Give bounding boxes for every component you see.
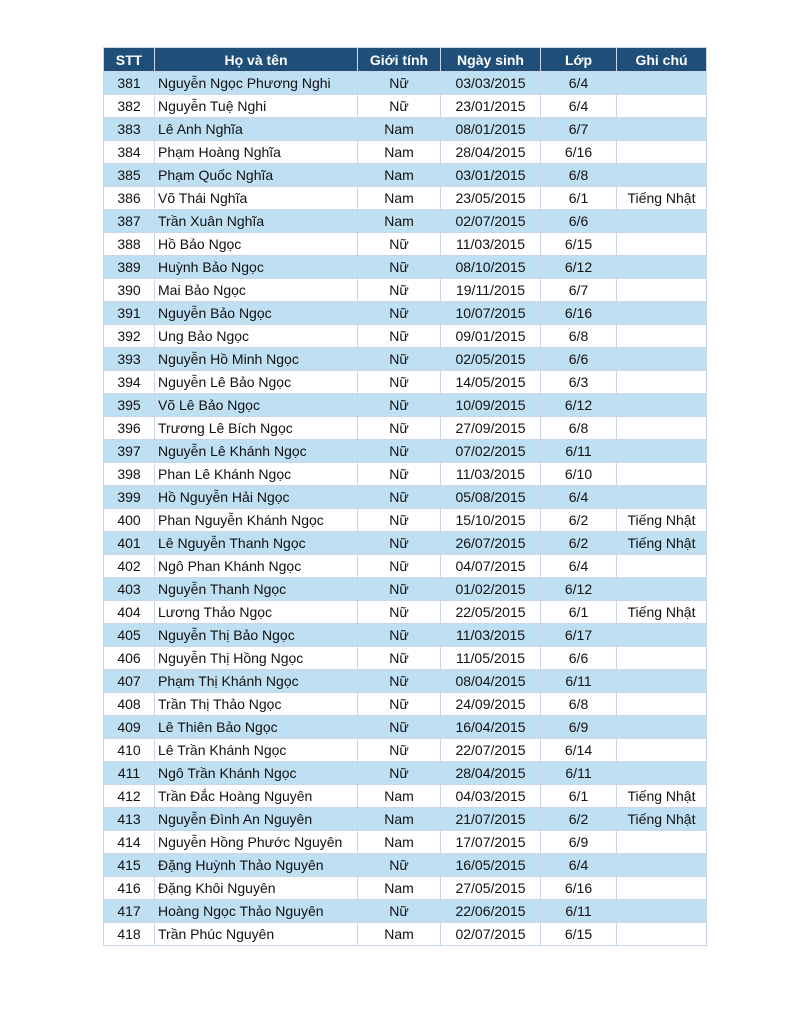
cell-gender: Nữ xyxy=(358,900,441,923)
cell-note: Tiếng Nhật xyxy=(617,187,707,210)
cell-class: 6/6 xyxy=(541,348,617,371)
cell-note: Tiếng Nhật xyxy=(617,509,707,532)
cell-stt: 396 xyxy=(104,417,155,440)
cell-birth-date: 05/08/2015 xyxy=(441,486,541,509)
cell-class: 6/1 xyxy=(541,601,617,624)
table-row xyxy=(104,877,707,900)
cell-gender: Nữ xyxy=(358,670,441,693)
cell-gender: Nam xyxy=(358,141,441,164)
cell-gender: Nữ xyxy=(358,302,441,325)
cell-class: 6/1 xyxy=(541,785,617,808)
cell-full-name: Hồ Nguyễn Hải Ngọc xyxy=(155,486,358,509)
cell-note: Tiếng Nhật xyxy=(617,808,707,831)
cell-class: 6/11 xyxy=(541,440,617,463)
cell-note: Tiếng Nhật xyxy=(617,785,707,808)
cell-full-name: Nguyễn Thị Bảo Ngọc xyxy=(155,624,358,647)
cell-note xyxy=(617,624,707,647)
header-full-name: Họ và tên xyxy=(155,48,358,72)
cell-note xyxy=(617,394,707,417)
cell-gender: Nam xyxy=(358,923,441,946)
cell-birth-date: 22/06/2015 xyxy=(441,900,541,923)
cell-stt: 400 xyxy=(104,509,155,532)
cell-note xyxy=(617,233,707,256)
cell-full-name: Nguyễn Lê Khánh Ngọc xyxy=(155,440,358,463)
cell-note xyxy=(617,325,707,348)
table-row xyxy=(104,279,707,302)
cell-note xyxy=(617,95,707,118)
cell-class: 6/12 xyxy=(541,256,617,279)
cell-gender: Nữ xyxy=(358,647,441,670)
table-row xyxy=(104,95,707,118)
cell-class: 6/8 xyxy=(541,325,617,348)
cell-birth-date: 19/11/2015 xyxy=(441,279,541,302)
cell-birth-date: 17/07/2015 xyxy=(441,831,541,854)
cell-note xyxy=(617,670,707,693)
cell-gender: Nữ xyxy=(358,532,441,555)
cell-gender: Nam xyxy=(358,808,441,831)
cell-full-name: Trần Thị Thảo Ngọc xyxy=(155,693,358,716)
cell-note xyxy=(617,486,707,509)
cell-full-name: Nguyễn Thị Hồng Ngọc xyxy=(155,647,358,670)
cell-note xyxy=(617,279,707,302)
cell-birth-date: 09/01/2015 xyxy=(441,325,541,348)
cell-birth-date: 02/07/2015 xyxy=(441,923,541,946)
cell-stt: 404 xyxy=(104,601,155,624)
cell-stt: 384 xyxy=(104,141,155,164)
cell-gender: Nữ xyxy=(358,762,441,785)
cell-class: 6/12 xyxy=(541,578,617,601)
cell-note xyxy=(617,164,707,187)
table-row xyxy=(104,141,707,164)
header-class: Lớp xyxy=(541,48,617,72)
cell-note xyxy=(617,693,707,716)
cell-birth-date: 10/07/2015 xyxy=(441,302,541,325)
cell-gender: Nữ xyxy=(358,624,441,647)
table-row xyxy=(104,256,707,279)
cell-full-name: Nguyễn Tuệ Nghi xyxy=(155,95,358,118)
cell-class: 6/4 xyxy=(541,72,617,95)
cell-gender: Nữ xyxy=(358,279,441,302)
cell-birth-date: 16/05/2015 xyxy=(441,854,541,877)
cell-full-name: Lê Thiên Bảo Ngọc xyxy=(155,716,358,739)
cell-full-name: Trần Đắc Hoàng Nguyên xyxy=(155,785,358,808)
header-gender: Giới tính xyxy=(358,48,441,72)
cell-note xyxy=(617,831,707,854)
cell-full-name: Hoàng Ngọc Thảo Nguyên xyxy=(155,900,358,923)
cell-full-name: Phan Nguyễn Khánh Ngọc xyxy=(155,509,358,532)
cell-class: 6/16 xyxy=(541,877,617,900)
table-row xyxy=(104,463,707,486)
cell-note xyxy=(617,923,707,946)
cell-full-name: Lê Trần Khánh Ngọc xyxy=(155,739,358,762)
cell-gender: Nữ xyxy=(358,463,441,486)
cell-birth-date: 23/01/2015 xyxy=(441,95,541,118)
cell-stt: 414 xyxy=(104,831,155,854)
cell-gender: Nữ xyxy=(358,716,441,739)
cell-stt: 402 xyxy=(104,555,155,578)
cell-full-name: Đặng Huỳnh Thảo Nguyên xyxy=(155,854,358,877)
table-row xyxy=(104,716,707,739)
cell-class: 6/12 xyxy=(541,394,617,417)
table-row xyxy=(104,72,707,95)
cell-birth-date: 22/05/2015 xyxy=(441,601,541,624)
table-row xyxy=(104,693,707,716)
cell-full-name: Ung Bảo Ngọc xyxy=(155,325,358,348)
cell-birth-date: 22/07/2015 xyxy=(441,739,541,762)
cell-stt: 389 xyxy=(104,256,155,279)
cell-full-name: Trần Xuân Nghĩa xyxy=(155,210,358,233)
cell-class: 6/8 xyxy=(541,693,617,716)
cell-full-name: Phạm Thị Khánh Ngọc xyxy=(155,670,358,693)
cell-class: 6/8 xyxy=(541,417,617,440)
cell-birth-date: 03/03/2015 xyxy=(441,72,541,95)
cell-gender: Nữ xyxy=(358,509,441,532)
cell-note xyxy=(617,302,707,325)
table-row xyxy=(104,348,707,371)
cell-birth-date: 15/10/2015 xyxy=(441,509,541,532)
cell-birth-date: 27/05/2015 xyxy=(441,877,541,900)
cell-class: 6/4 xyxy=(541,486,617,509)
cell-stt: 386 xyxy=(104,187,155,210)
cell-stt: 397 xyxy=(104,440,155,463)
cell-note xyxy=(617,141,707,164)
table-row xyxy=(104,233,707,256)
cell-full-name: Trần Phúc Nguyên xyxy=(155,923,358,946)
cell-birth-date: 11/03/2015 xyxy=(441,463,541,486)
cell-full-name: Mai Bảo Ngọc xyxy=(155,279,358,302)
cell-birth-date: 11/03/2015 xyxy=(441,233,541,256)
cell-class: 6/16 xyxy=(541,302,617,325)
cell-full-name: Nguyễn Đình An Nguyên xyxy=(155,808,358,831)
cell-full-name: Lương Thảo Ngọc xyxy=(155,601,358,624)
cell-gender: Nữ xyxy=(358,739,441,762)
cell-full-name: Võ Lê Bảo Ngọc xyxy=(155,394,358,417)
table-row xyxy=(104,624,707,647)
cell-birth-date: 26/07/2015 xyxy=(441,532,541,555)
cell-class: 6/7 xyxy=(541,279,617,302)
cell-gender: Nữ xyxy=(358,348,441,371)
table-row xyxy=(104,440,707,463)
cell-class: 6/1 xyxy=(541,187,617,210)
header-row xyxy=(104,48,707,72)
cell-note xyxy=(617,739,707,762)
cell-stt: 391 xyxy=(104,302,155,325)
cell-gender: Nữ xyxy=(358,95,441,118)
cell-birth-date: 02/07/2015 xyxy=(441,210,541,233)
cell-gender: Nữ xyxy=(358,555,441,578)
table-row xyxy=(104,394,707,417)
cell-stt: 388 xyxy=(104,233,155,256)
cell-birth-date: 02/05/2015 xyxy=(441,348,541,371)
cell-stt: 393 xyxy=(104,348,155,371)
cell-gender: Nam xyxy=(358,118,441,141)
cell-note xyxy=(617,371,707,394)
cell-stt: 382 xyxy=(104,95,155,118)
cell-gender: Nam xyxy=(358,187,441,210)
cell-class: 6/11 xyxy=(541,762,617,785)
cell-full-name: Phạm Hoàng Nghĩa xyxy=(155,141,358,164)
cell-class: 6/4 xyxy=(541,854,617,877)
cell-birth-date: 01/02/2015 xyxy=(441,578,541,601)
cell-gender: Nữ xyxy=(358,601,441,624)
table-row xyxy=(104,601,707,624)
cell-birth-date: 04/03/2015 xyxy=(441,785,541,808)
cell-full-name: Lê Nguyễn Thanh Ngọc xyxy=(155,532,358,555)
cell-gender: Nữ xyxy=(358,233,441,256)
cell-birth-date: 08/10/2015 xyxy=(441,256,541,279)
cell-gender: Nữ xyxy=(358,371,441,394)
cell-birth-date: 24/09/2015 xyxy=(441,693,541,716)
cell-gender: Nữ xyxy=(358,417,441,440)
cell-stt: 417 xyxy=(104,900,155,923)
table-row xyxy=(104,302,707,325)
cell-gender: Nữ xyxy=(358,693,441,716)
cell-gender: Nữ xyxy=(358,854,441,877)
cell-class: 6/2 xyxy=(541,509,617,532)
cell-stt: 387 xyxy=(104,210,155,233)
cell-class: 6/11 xyxy=(541,900,617,923)
cell-stt: 411 xyxy=(104,762,155,785)
cell-stt: 418 xyxy=(104,923,155,946)
cell-class: 6/16 xyxy=(541,141,617,164)
table-header xyxy=(104,48,707,72)
cell-stt: 410 xyxy=(104,739,155,762)
cell-note xyxy=(617,417,707,440)
cell-gender: Nữ xyxy=(358,325,441,348)
cell-class: 6/9 xyxy=(541,716,617,739)
cell-gender: Nam xyxy=(358,831,441,854)
cell-stt: 408 xyxy=(104,693,155,716)
cell-note xyxy=(617,854,707,877)
cell-birth-date: 10/09/2015 xyxy=(441,394,541,417)
cell-class: 6/2 xyxy=(541,808,617,831)
table-row xyxy=(104,118,707,141)
cell-note xyxy=(617,762,707,785)
header-stt: STT xyxy=(104,48,155,72)
cell-stt: 405 xyxy=(104,624,155,647)
cell-stt: 412 xyxy=(104,785,155,808)
cell-full-name: Lê Anh Nghĩa xyxy=(155,118,358,141)
cell-stt: 409 xyxy=(104,716,155,739)
cell-full-name: Trương Lê Bích Ngọc xyxy=(155,417,358,440)
cell-gender: Nam xyxy=(358,785,441,808)
cell-note xyxy=(617,440,707,463)
table-row xyxy=(104,808,707,831)
cell-birth-date: 14/05/2015 xyxy=(441,371,541,394)
cell-stt: 406 xyxy=(104,647,155,670)
cell-note xyxy=(617,877,707,900)
table-row xyxy=(104,371,707,394)
cell-stt: 394 xyxy=(104,371,155,394)
cell-birth-date: 27/09/2015 xyxy=(441,417,541,440)
cell-class: 6/6 xyxy=(541,647,617,670)
cell-class: 6/3 xyxy=(541,371,617,394)
cell-stt: 407 xyxy=(104,670,155,693)
cell-class: 6/15 xyxy=(541,233,617,256)
header-birth-date: Ngày sinh xyxy=(441,48,541,72)
cell-birth-date: 16/04/2015 xyxy=(441,716,541,739)
cell-class: 6/15 xyxy=(541,923,617,946)
cell-birth-date: 03/01/2015 xyxy=(441,164,541,187)
table-row xyxy=(104,739,707,762)
cell-class: 6/6 xyxy=(541,210,617,233)
cell-birth-date: 11/03/2015 xyxy=(441,624,541,647)
cell-note xyxy=(617,256,707,279)
cell-class: 6/2 xyxy=(541,532,617,555)
table-row xyxy=(104,831,707,854)
table-row xyxy=(104,555,707,578)
table-row xyxy=(104,854,707,877)
cell-full-name: Nguyễn Thanh Ngọc xyxy=(155,578,358,601)
cell-stt: 398 xyxy=(104,463,155,486)
cell-full-name: Nguyễn Bảo Ngọc xyxy=(155,302,358,325)
table-row xyxy=(104,210,707,233)
cell-birth-date: 11/05/2015 xyxy=(441,647,541,670)
cell-class: 6/4 xyxy=(541,555,617,578)
cell-class: 6/8 xyxy=(541,164,617,187)
cell-full-name: Nguyễn Hồng Phước Nguyên xyxy=(155,831,358,854)
cell-birth-date: 23/05/2015 xyxy=(441,187,541,210)
table-body xyxy=(104,72,707,946)
cell-birth-date: 08/01/2015 xyxy=(441,118,541,141)
table-row xyxy=(104,417,707,440)
table-row xyxy=(104,923,707,946)
cell-birth-date: 04/07/2015 xyxy=(441,555,541,578)
table-row xyxy=(104,900,707,923)
cell-class: 6/9 xyxy=(541,831,617,854)
cell-birth-date: 21/07/2015 xyxy=(441,808,541,831)
cell-full-name: Nguyễn Lê Bảo Ngọc xyxy=(155,371,358,394)
cell-stt: 413 xyxy=(104,808,155,831)
table-row xyxy=(104,785,707,808)
cell-note xyxy=(617,210,707,233)
cell-stt: 392 xyxy=(104,325,155,348)
cell-gender: Nữ xyxy=(358,256,441,279)
table-row xyxy=(104,325,707,348)
cell-stt: 415 xyxy=(104,854,155,877)
cell-stt: 390 xyxy=(104,279,155,302)
student-table xyxy=(103,47,707,946)
table-row xyxy=(104,578,707,601)
cell-class: 6/10 xyxy=(541,463,617,486)
cell-note xyxy=(617,118,707,141)
cell-stt: 416 xyxy=(104,877,155,900)
cell-stt: 401 xyxy=(104,532,155,555)
cell-note: Tiếng Nhật xyxy=(617,532,707,555)
table-row xyxy=(104,762,707,785)
cell-stt: 403 xyxy=(104,578,155,601)
table-row xyxy=(104,486,707,509)
cell-stt: 399 xyxy=(104,486,155,509)
cell-class: 6/17 xyxy=(541,624,617,647)
cell-class: 6/7 xyxy=(541,118,617,141)
cell-gender: Nam xyxy=(358,210,441,233)
table-row xyxy=(104,509,707,532)
cell-note xyxy=(617,463,707,486)
cell-note xyxy=(617,900,707,923)
cell-note xyxy=(617,578,707,601)
cell-full-name: Phan Lê Khánh Ngọc xyxy=(155,463,358,486)
cell-class: 6/14 xyxy=(541,739,617,762)
cell-gender: Nữ xyxy=(358,486,441,509)
cell-class: 6/11 xyxy=(541,670,617,693)
cell-full-name: Phạm Quốc Nghĩa xyxy=(155,164,358,187)
cell-note xyxy=(617,716,707,739)
cell-gender: Nam xyxy=(358,877,441,900)
cell-class: 6/4 xyxy=(541,95,617,118)
cell-full-name: Đặng Khôi Nguyên xyxy=(155,877,358,900)
cell-full-name: Ngô Trần Khánh Ngọc xyxy=(155,762,358,785)
student-list-sheet xyxy=(103,47,706,946)
cell-note: Tiếng Nhật xyxy=(617,601,707,624)
header-note: Ghi chú xyxy=(617,48,707,72)
cell-gender: Nam xyxy=(358,164,441,187)
table-row xyxy=(104,647,707,670)
cell-gender: Nữ xyxy=(358,72,441,95)
cell-full-name: Ngô Phan Khánh Ngọc xyxy=(155,555,358,578)
cell-stt: 383 xyxy=(104,118,155,141)
cell-full-name: Huỳnh Bảo Ngọc xyxy=(155,256,358,279)
cell-note xyxy=(617,647,707,670)
cell-note xyxy=(617,72,707,95)
cell-birth-date: 28/04/2015 xyxy=(441,141,541,164)
cell-gender: Nữ xyxy=(358,394,441,417)
table-row xyxy=(104,187,707,210)
cell-gender: Nữ xyxy=(358,440,441,463)
cell-stt: 385 xyxy=(104,164,155,187)
cell-stt: 395 xyxy=(104,394,155,417)
cell-gender: Nữ xyxy=(358,578,441,601)
table-row xyxy=(104,670,707,693)
cell-note xyxy=(617,348,707,371)
cell-birth-date: 08/04/2015 xyxy=(441,670,541,693)
cell-full-name: Nguyễn Hồ Minh Ngọc xyxy=(155,348,358,371)
cell-full-name: Võ Thái Nghĩa xyxy=(155,187,358,210)
table-row xyxy=(104,532,707,555)
cell-stt: 381 xyxy=(104,72,155,95)
cell-birth-date: 28/04/2015 xyxy=(441,762,541,785)
cell-full-name: Hồ Bảo Ngọc xyxy=(155,233,358,256)
table-row xyxy=(104,164,707,187)
cell-full-name: Nguyễn Ngọc Phương Nghi xyxy=(155,72,358,95)
cell-note xyxy=(617,555,707,578)
cell-birth-date: 07/02/2015 xyxy=(441,440,541,463)
